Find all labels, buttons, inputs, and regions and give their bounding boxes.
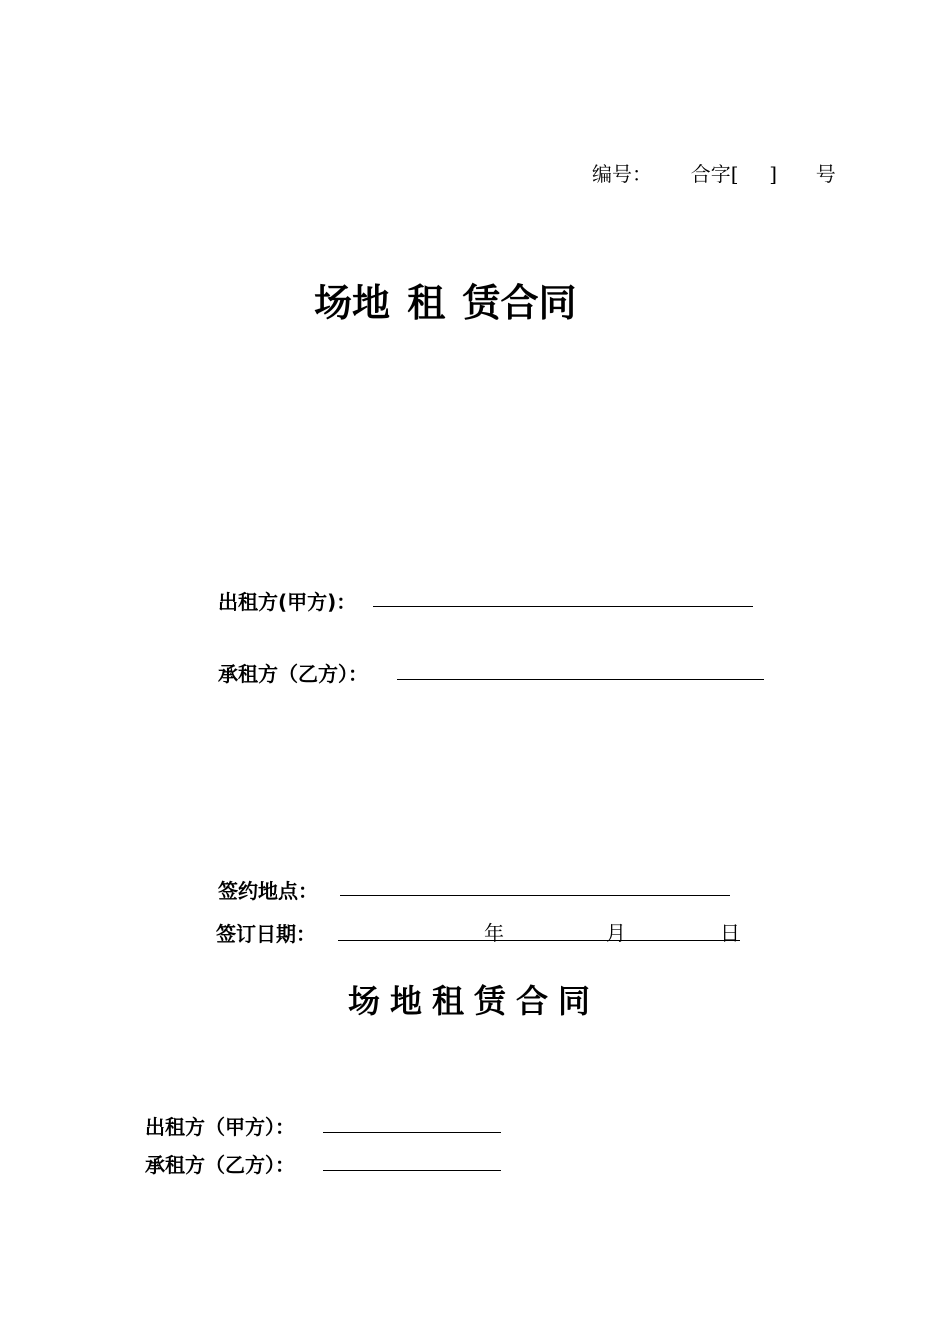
second-lessor-label: 出租方（甲方）： <box>145 1115 295 1139</box>
cover-lessor-label: 出租方(甲方)： <box>218 590 357 614</box>
second-lessee-blank[interactable] <box>323 1170 501 1171</box>
cover-title: 场地 租 赁合同 <box>314 280 577 325</box>
contract-number-bracket: ] <box>769 162 778 186</box>
contract-number-label: 编号： <box>592 162 652 186</box>
contract-number <box>592 158 836 187</box>
signing-date-label: 签订日期： <box>216 922 316 946</box>
date-year: 年 <box>484 921 504 945</box>
signing-date-blank[interactable] <box>338 940 740 941</box>
cover-lessee-label: 承租方（乙方）： <box>218 662 368 686</box>
second-lessor-blank[interactable] <box>323 1132 501 1133</box>
signing-place-blank[interactable] <box>340 895 730 896</box>
signing-place-label: 签约地点： <box>218 879 318 903</box>
cover-lessor-blank[interactable] <box>373 606 753 607</box>
contract-number-suffix: 号 <box>815 162 836 186</box>
second-lessee-label: 承租方（乙方）： <box>145 1153 295 1177</box>
date-month: 月 <box>606 921 626 945</box>
date-day: 日 <box>720 921 740 945</box>
second-title: 场地租赁合同 <box>348 982 601 1020</box>
contract-number-prefix: 合字[ <box>690 162 739 186</box>
cover-lessee-blank[interactable] <box>397 679 764 680</box>
